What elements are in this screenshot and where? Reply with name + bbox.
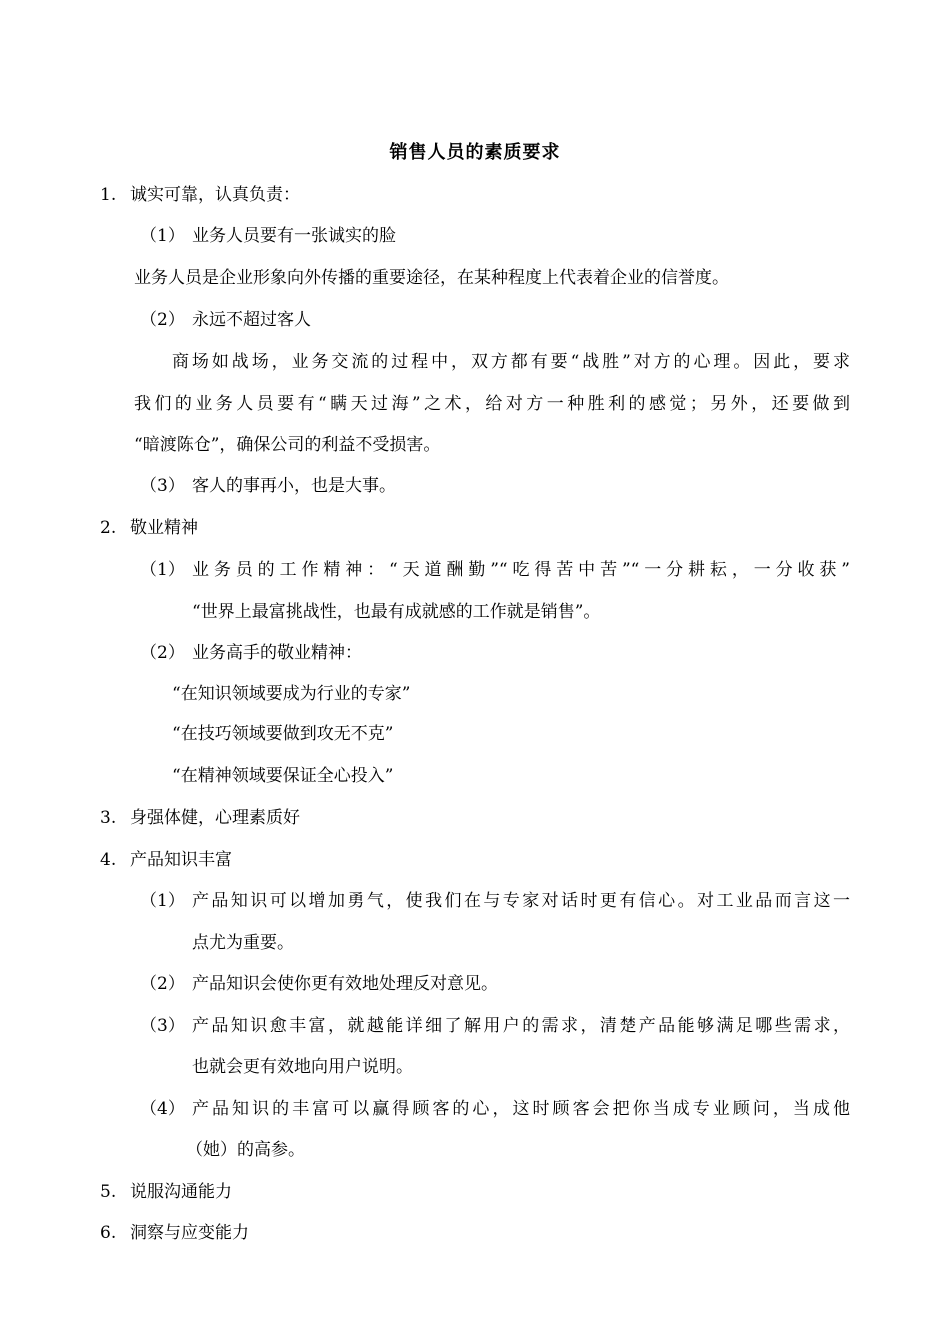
quote-line: “在技巧领域要做到攻无不克” [172, 724, 394, 744]
section-heading: 说服沟通能力 [130, 1182, 232, 1202]
item-label: （1） [140, 560, 185, 580]
section-heading: 诚实可靠，认真负责： [130, 185, 300, 205]
quote-line: “在知识领域要成为行业的专家” [172, 684, 411, 704]
item-text-line: 点尤为重要。 [192, 933, 294, 953]
item-label: （1） [140, 226, 185, 246]
item-text: 产品知识会使你更有效地处理反对意见。 [192, 974, 498, 994]
item-label: （3） [140, 476, 185, 496]
section-number: 1. [100, 185, 117, 205]
item-text-line: 业务员的工作精神：“天道酬勤”“吃得苦中苦”“一分耕耘，一分收获” [192, 560, 850, 580]
section-heading: 产品知识丰富 [130, 850, 232, 870]
item-text: 业务人员要有一张诚实的脸 [192, 226, 396, 246]
paragraph-line: 我们的业务人员要有“瞒天过海”之术，给对方一种胜利的感觉；另外，还要做到 [134, 394, 850, 414]
item-label: （4） [140, 1099, 185, 1119]
quote-line: “在精神领域要保证全心投入” [172, 766, 394, 786]
section-number: 5. [100, 1182, 117, 1202]
item-text-line: 产品知识的丰富可以赢得顾客的心，这时顾客会把你当成专业顾问，当成他 [192, 1099, 850, 1119]
section-number: 4. [100, 850, 117, 870]
paragraph: 业务人员是企业形象向外传播的重要途径，在某种程度上代表着企业的信誉度。 [134, 268, 729, 288]
paragraph-line: 商场如战场，业务交流的过程中，双方都有要“战胜”对方的心理。因此，要求 [172, 352, 850, 372]
item-text-line: 产品知识可以增加勇气，使我们在与专家对话时更有信心。对工业品而言这一 [192, 891, 850, 911]
section-heading: 敬业精神 [130, 518, 198, 538]
item-label: （2） [140, 643, 185, 663]
section-number: 6. [100, 1223, 117, 1243]
item-text-line: “世界上最富挑战性，也最有成就感的工作就是销售”。 [192, 602, 601, 622]
item-label: （2） [140, 310, 185, 330]
item-label: （1） [140, 891, 185, 911]
document-title: 销售人员的素质要求 [389, 142, 561, 163]
item-text-line: 也就会更有效地向用户说明。 [192, 1057, 413, 1077]
section-heading: 洞察与应变能力 [130, 1223, 249, 1243]
section-heading: 身强体健，心理素质好 [130, 808, 300, 828]
item-text-line: （她）的高参。 [186, 1140, 305, 1160]
item-label: （2） [140, 974, 185, 994]
section-number: 2. [100, 518, 117, 538]
paragraph-line: “暗渡陈仓”，确保公司的利益不受损害。 [134, 435, 441, 455]
section-number: 3. [100, 808, 117, 828]
item-text: 业务高手的敬业精神： [192, 643, 362, 663]
item-text: 客人的事再小，也是大事。 [192, 476, 396, 496]
item-text-line: 产品知识愈丰富，就越能详细了解用户的需求，清楚产品能够满足哪些需求， [192, 1016, 850, 1036]
item-label: （3） [140, 1016, 185, 1036]
item-text: 永远不超过客人 [192, 310, 311, 330]
